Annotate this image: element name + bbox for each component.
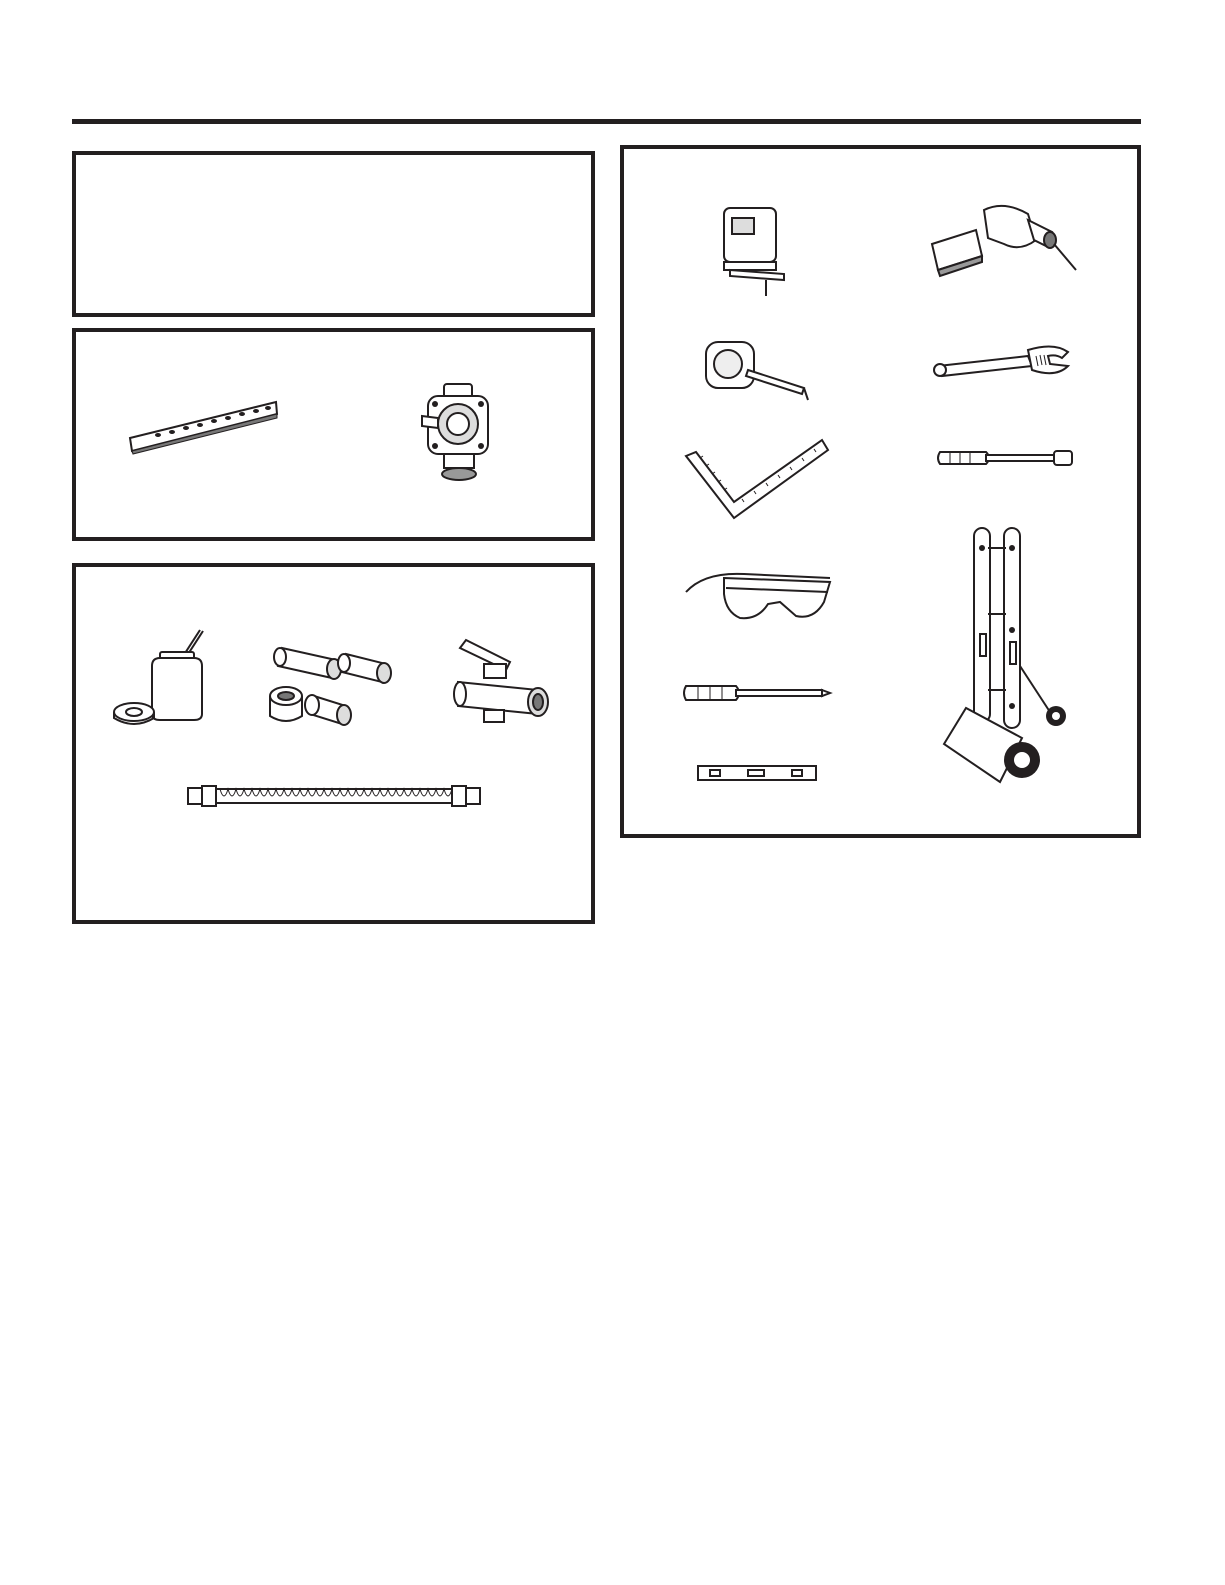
header-rule (72, 119, 1141, 124)
hand-truck-icon (940, 526, 1070, 786)
power-drill-icon (924, 200, 1084, 276)
jig-saw-icon (720, 206, 792, 298)
shut-off-valve-icon (452, 632, 552, 728)
carpenters-square-icon (684, 436, 830, 520)
materials-needed-panel (72, 563, 595, 924)
intro-panel (72, 151, 595, 317)
phillips-screwdriver-icon (682, 680, 832, 706)
pipe-fittings-icon (262, 634, 400, 730)
pipe-joint-compound-icon (108, 626, 208, 726)
pressure-regulator-icon (418, 382, 498, 482)
tape-measure-icon (704, 340, 812, 402)
adjustable-wrench-icon (928, 344, 1078, 376)
nut-driver-icon (936, 446, 1076, 470)
anti-tip-bracket-icon (128, 396, 278, 454)
level-icon (696, 762, 818, 784)
flexible-gas-line-icon (186, 784, 482, 808)
safety-glasses-icon (684, 564, 832, 624)
